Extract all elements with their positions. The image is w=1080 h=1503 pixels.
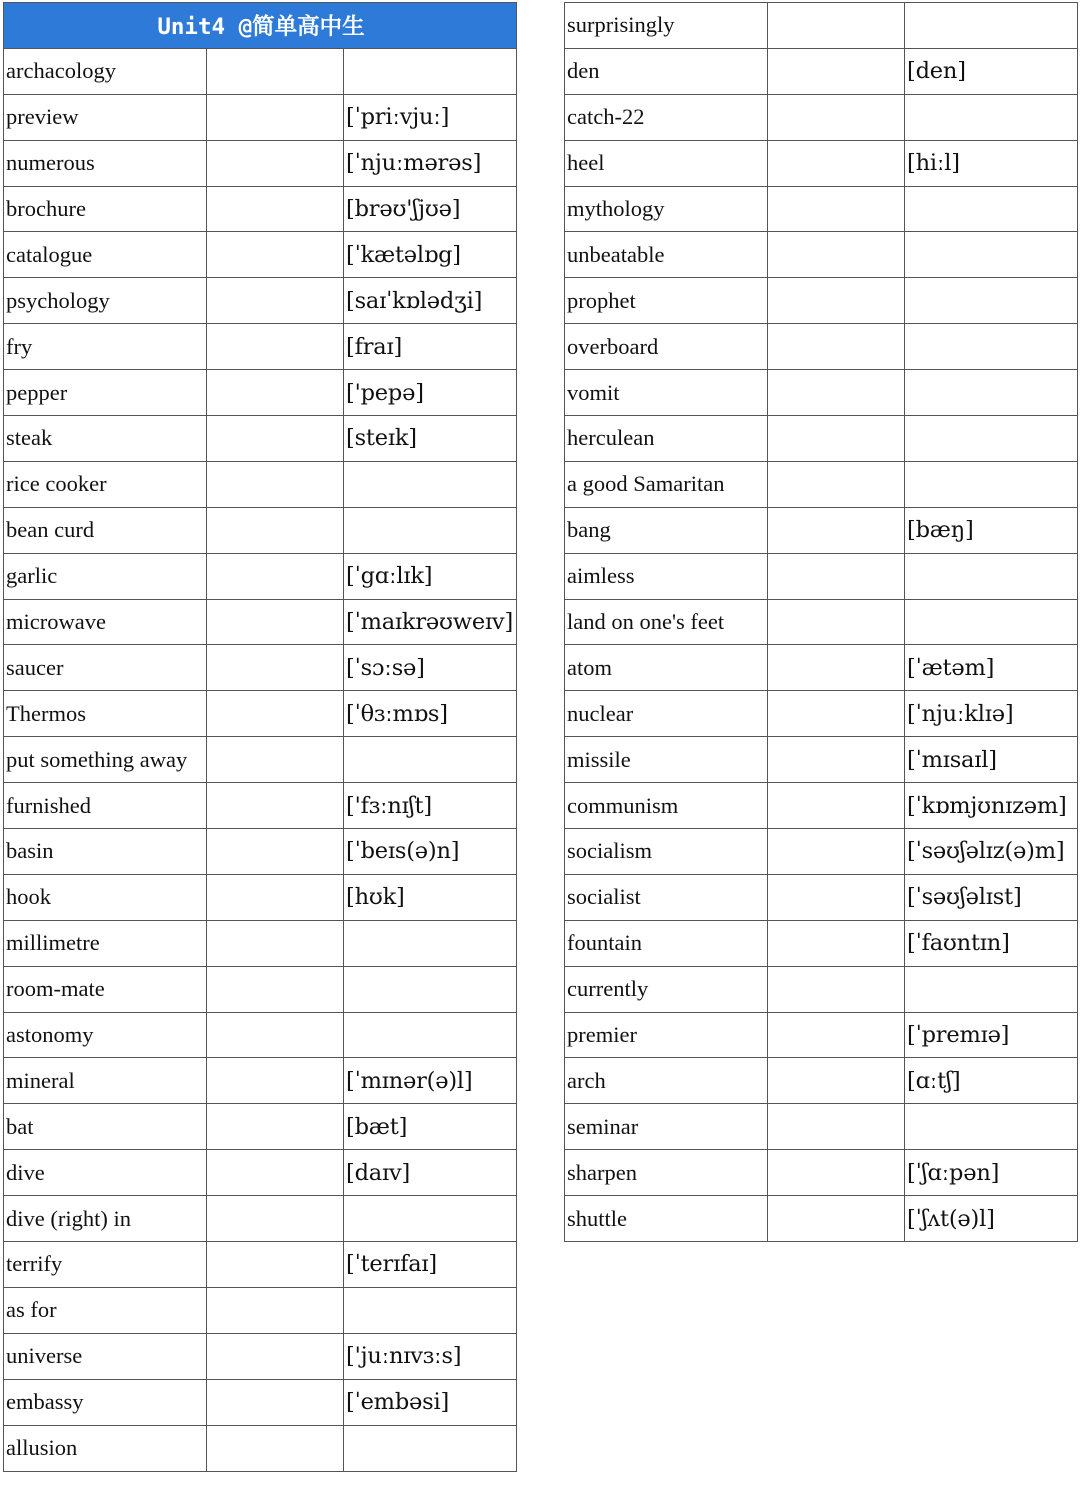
blank-cell — [207, 1379, 344, 1425]
phonetic-cell: [hiːl] — [905, 140, 1078, 186]
blank-cell — [768, 232, 905, 278]
word-cell: seminar — [565, 1104, 768, 1150]
vocab-row — [4, 1425, 517, 1471]
phonetic-cell: [ˈgɑːlɪk] — [344, 553, 517, 599]
blank-cell — [768, 140, 905, 186]
word-cell: basin — [4, 829, 207, 875]
phonetic-cell — [905, 553, 1078, 599]
blank-cell — [768, 599, 905, 645]
vocab-row — [4, 94, 517, 140]
phonetic-cell — [905, 599, 1078, 645]
vocab-row — [565, 507, 1078, 553]
vocab-row — [565, 966, 1078, 1012]
word-cell: catalogue — [4, 232, 207, 278]
vocab-row — [565, 186, 1078, 232]
vocab-row — [565, 599, 1078, 645]
blank-cell — [207, 507, 344, 553]
word-cell: bang — [565, 507, 768, 553]
blank-cell — [207, 461, 344, 507]
phonetic-cell: [ˈpremɪə] — [905, 1012, 1078, 1058]
blank-cell — [768, 645, 905, 691]
word-cell: currently — [565, 966, 768, 1012]
blank-cell — [207, 278, 344, 324]
phonetic-cell — [905, 1104, 1078, 1150]
vocab-row — [565, 48, 1078, 94]
blank-cell — [768, 691, 905, 737]
blank-cell — [207, 1012, 344, 1058]
blank-cell — [207, 691, 344, 737]
phonetic-cell — [905, 324, 1078, 370]
blank-cell — [207, 232, 344, 278]
phonetic-cell: [ˈætəm] — [905, 645, 1078, 691]
blank-cell — [207, 783, 344, 829]
blank-cell — [207, 1104, 344, 1150]
vocab-row — [565, 645, 1078, 691]
phonetic-cell: [ˈnjuːklɪə] — [905, 691, 1078, 737]
phonetic-cell — [905, 370, 1078, 416]
word-cell: universe — [4, 1333, 207, 1379]
vocab-row — [565, 278, 1078, 324]
word-cell: fry — [4, 324, 207, 370]
phonetic-cell: [ˈfaʊntɪn] — [905, 920, 1078, 966]
vocab-row — [4, 599, 517, 645]
vocab-row — [565, 140, 1078, 186]
word-cell: allusion — [4, 1425, 207, 1471]
vocab-row — [4, 507, 517, 553]
vocab-row — [4, 966, 517, 1012]
blank-cell — [207, 1150, 344, 1196]
phonetic-cell: ['pepə] — [344, 370, 517, 416]
blank-cell — [768, 783, 905, 829]
vocab-row — [4, 416, 517, 462]
vocab-row — [4, 783, 517, 829]
vocab-row — [565, 1058, 1078, 1104]
word-cell: communism — [565, 783, 768, 829]
blank-cell — [207, 1058, 344, 1104]
phonetic-cell — [344, 920, 517, 966]
phonetic-cell: [ˈbeɪs(ə)n] — [344, 829, 517, 875]
vocab-row — [4, 232, 517, 278]
word-cell: mythology — [565, 186, 768, 232]
word-cell: atom — [565, 645, 768, 691]
phonetic-cell: [bæt] — [344, 1104, 517, 1150]
blank-cell — [207, 874, 344, 920]
phonetic-cell — [344, 966, 517, 1012]
word-cell: heel — [565, 140, 768, 186]
word-cell: furnished — [4, 783, 207, 829]
phonetic-cell — [344, 1287, 517, 1333]
word-cell: shuttle — [565, 1196, 768, 1242]
word-cell: bean curd — [4, 507, 207, 553]
phonetic-cell: [ˈʃʌt(ə)l] — [905, 1196, 1078, 1242]
phonetic-cell: [ˈembəsi] — [344, 1379, 517, 1425]
vocab-row — [565, 553, 1078, 599]
word-cell: rice cooker — [4, 461, 207, 507]
word-cell: catch-22 — [565, 94, 768, 140]
phonetic-cell: [ˈpriːvjuː] — [344, 94, 517, 140]
header-row — [4, 3, 517, 49]
phonetic-cell — [344, 1196, 517, 1242]
word-cell: put something away — [4, 737, 207, 783]
word-cell: prophet — [565, 278, 768, 324]
word-cell: herculean — [565, 416, 768, 462]
word-cell: psychology — [4, 278, 207, 324]
phonetic-cell — [905, 966, 1078, 1012]
phonetic-cell — [905, 94, 1078, 140]
blank-cell — [207, 94, 344, 140]
blank-cell — [768, 48, 905, 94]
vocab-row — [4, 278, 517, 324]
word-cell: numerous — [4, 140, 207, 186]
vocab-row — [4, 48, 517, 94]
phonetic-cell — [344, 737, 517, 783]
vocab-row — [565, 691, 1078, 737]
blank-cell — [768, 1150, 905, 1196]
blank-cell — [768, 829, 905, 875]
blank-cell — [207, 140, 344, 186]
word-cell: socialist — [565, 874, 768, 920]
vocab-row — [4, 186, 517, 232]
vocab-row — [565, 461, 1078, 507]
blank-cell — [768, 737, 905, 783]
word-cell: dive (right) in — [4, 1196, 207, 1242]
phonetic-cell: [ˈkɒmjʊnɪzəm] — [905, 783, 1078, 829]
vocab-row — [565, 829, 1078, 875]
word-cell: mineral — [4, 1058, 207, 1104]
phonetic-cell: ['fɜːnɪʃt] — [344, 783, 517, 829]
word-cell: a good Samaritan — [565, 461, 768, 507]
phonetic-cell: [ˈmɪnər(ə)l] — [344, 1058, 517, 1104]
word-cell: millimetre — [4, 920, 207, 966]
word-cell: land on one's feet — [565, 599, 768, 645]
phonetic-cell — [344, 461, 517, 507]
phonetic-cell — [344, 1425, 517, 1471]
blank-cell — [768, 1104, 905, 1150]
blank-cell — [207, 645, 344, 691]
word-cell: terrify — [4, 1242, 207, 1288]
vocab-row — [4, 874, 517, 920]
vocab-row — [565, 737, 1078, 783]
vocab-row — [4, 1058, 517, 1104]
word-cell: hook — [4, 874, 207, 920]
phonetic-cell: [fraɪ] — [344, 324, 517, 370]
word-cell: arch — [565, 1058, 768, 1104]
blank-cell — [207, 1242, 344, 1288]
phonetic-cell — [905, 232, 1078, 278]
word-cell: brochure — [4, 186, 207, 232]
word-cell: den — [565, 48, 768, 94]
word-cell: vomit — [565, 370, 768, 416]
blank-cell — [207, 186, 344, 232]
blank-cell — [207, 966, 344, 1012]
phonetic-cell — [905, 3, 1078, 49]
vocab-row — [4, 691, 517, 737]
vocab-row — [4, 461, 517, 507]
phonetic-cell: [ˈmaɪkrəʊweɪv] — [344, 599, 517, 645]
vocab-row — [4, 1104, 517, 1150]
vocab-row — [4, 370, 517, 416]
phonetic-cell: [steɪk] — [344, 416, 517, 462]
vocab-row — [565, 94, 1078, 140]
phonetic-cell: [ˈnjuːmərəs] — [344, 140, 517, 186]
blank-cell — [207, 829, 344, 875]
word-cell: preview — [4, 94, 207, 140]
vocab-row — [565, 324, 1078, 370]
vocab-row — [4, 1012, 517, 1058]
word-cell: fountain — [565, 920, 768, 966]
vocab-row — [4, 1379, 517, 1425]
vocab-row — [565, 1104, 1078, 1150]
blank-cell — [207, 737, 344, 783]
vocab-row — [4, 920, 517, 966]
blank-cell — [207, 599, 344, 645]
vocab-table-right-body — [565, 3, 1078, 1242]
word-cell: missile — [565, 737, 768, 783]
phonetic-cell: [brəʊ'ʃjʊə] — [344, 186, 517, 232]
word-cell: garlic — [4, 553, 207, 599]
blank-cell — [207, 370, 344, 416]
phonetic-cell: [ˈsəʊʃəlɪz(ə)m] — [905, 829, 1078, 875]
word-cell: socialism — [565, 829, 768, 875]
vocab-row — [565, 1150, 1078, 1196]
vocab-row — [565, 1012, 1078, 1058]
blank-cell — [207, 1425, 344, 1471]
blank-cell — [768, 3, 905, 49]
phonetic-cell: [daɪv] — [344, 1150, 517, 1196]
word-cell: microwave — [4, 599, 207, 645]
vocab-table-right — [564, 2, 1078, 1242]
phonetic-cell — [344, 48, 517, 94]
phonetic-cell: ['juːnɪvɜːs] — [344, 1333, 517, 1379]
vocab-row — [4, 324, 517, 370]
word-cell: premier — [565, 1012, 768, 1058]
blank-cell — [768, 966, 905, 1012]
word-cell: aimless — [565, 553, 768, 599]
word-cell: saucer — [4, 645, 207, 691]
blank-cell — [768, 416, 905, 462]
vocab-row — [565, 3, 1078, 49]
word-cell: as for — [4, 1287, 207, 1333]
word-cell: steak — [4, 416, 207, 462]
vocab-table-left — [3, 2, 517, 1472]
vocab-row — [4, 1287, 517, 1333]
blank-cell — [768, 507, 905, 553]
word-cell: sharpen — [565, 1150, 768, 1196]
phonetic-cell: [hʊk] — [344, 874, 517, 920]
phonetic-cell — [905, 186, 1078, 232]
vocab-row — [4, 1242, 517, 1288]
blank-cell — [768, 461, 905, 507]
phonetic-cell: [saɪˈkɒlədʒi] — [344, 278, 517, 324]
blank-cell — [207, 1333, 344, 1379]
vocab-row — [4, 737, 517, 783]
word-cell: archacology — [4, 48, 207, 94]
vocab-row — [565, 370, 1078, 416]
blank-cell — [207, 416, 344, 462]
phonetic-cell — [905, 416, 1078, 462]
phonetic-cell: [den] — [905, 48, 1078, 94]
phonetic-cell: [ɑːtʃ] — [905, 1058, 1078, 1104]
blank-cell — [768, 920, 905, 966]
phonetic-cell: [ˈθɜːmɒs] — [344, 691, 517, 737]
blank-cell — [768, 94, 905, 140]
vocab-row — [565, 783, 1078, 829]
word-cell: dive — [4, 1150, 207, 1196]
blank-cell — [768, 186, 905, 232]
blank-cell — [207, 1196, 344, 1242]
phonetic-cell: [ˈʃɑːpən] — [905, 1150, 1078, 1196]
phonetic-cell — [344, 1012, 517, 1058]
vocab-row — [565, 1196, 1078, 1242]
phonetic-cell: [bæŋ] — [905, 507, 1078, 553]
blank-cell — [768, 874, 905, 920]
blank-cell — [768, 324, 905, 370]
word-cell: bat — [4, 1104, 207, 1150]
word-cell: pepper — [4, 370, 207, 416]
vocab-row — [565, 232, 1078, 278]
vocab-row — [4, 140, 517, 186]
vocab-table-left-body — [4, 3, 517, 1472]
vocab-row — [4, 553, 517, 599]
blank-cell — [768, 1196, 905, 1242]
blank-cell — [768, 1058, 905, 1104]
unit-title: Unit4 @简单高中生 — [4, 3, 517, 49]
phonetic-cell: [ˈkætəlɒg] — [344, 232, 517, 278]
word-cell: nuclear — [565, 691, 768, 737]
phonetic-cell — [905, 461, 1078, 507]
vocab-row — [4, 1196, 517, 1242]
word-cell: Thermos — [4, 691, 207, 737]
phonetic-cell — [905, 278, 1078, 324]
phonetic-cell: [ˈsɔːsə] — [344, 645, 517, 691]
blank-cell — [207, 48, 344, 94]
blank-cell — [207, 324, 344, 370]
word-cell: astonomy — [4, 1012, 207, 1058]
phonetic-cell: [ˈmɪsaɪl] — [905, 737, 1078, 783]
blank-cell — [207, 1287, 344, 1333]
vocab-row — [4, 829, 517, 875]
blank-cell — [768, 278, 905, 324]
word-cell: unbeatable — [565, 232, 768, 278]
vocab-row — [4, 1333, 517, 1379]
vocab-row — [565, 920, 1078, 966]
phonetic-cell: [ˈterɪfaɪ] — [344, 1242, 517, 1288]
vocab-row — [4, 1150, 517, 1196]
blank-cell — [207, 553, 344, 599]
blank-cell — [768, 1012, 905, 1058]
word-cell: surprisingly — [565, 3, 768, 49]
phonetic-cell: [ˈsəʊʃəlɪst] — [905, 874, 1078, 920]
vocab-row — [4, 645, 517, 691]
blank-cell — [768, 553, 905, 599]
phonetic-cell — [344, 507, 517, 553]
vocab-row — [565, 874, 1078, 920]
word-cell: room-mate — [4, 966, 207, 1012]
blank-cell — [207, 920, 344, 966]
word-cell: embassy — [4, 1379, 207, 1425]
vocab-row — [565, 416, 1078, 462]
word-cell: overboard — [565, 324, 768, 370]
blank-cell — [768, 370, 905, 416]
